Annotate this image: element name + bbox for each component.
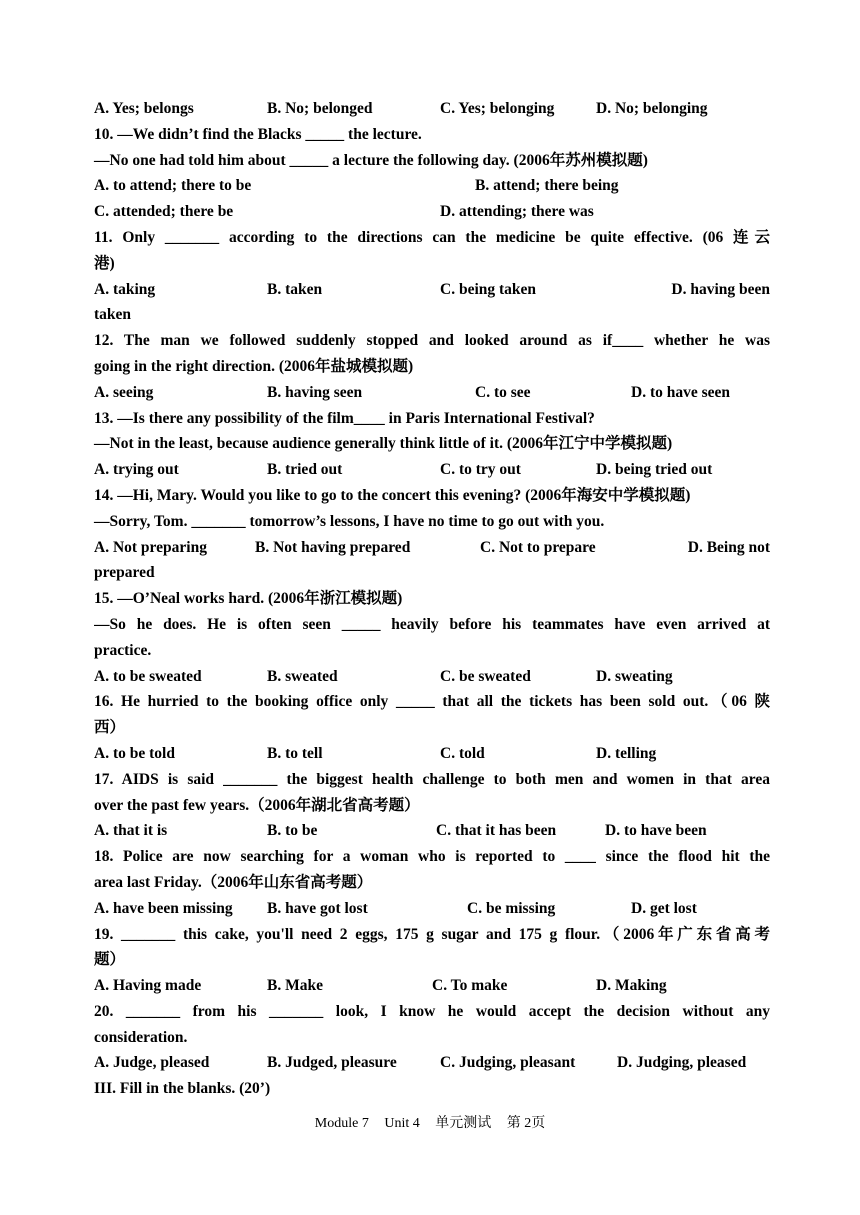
q18-option-c: C. be missing	[467, 899, 556, 917]
q12-option-b: B. having seen	[267, 383, 363, 401]
q12-option-d: D. to have seen	[631, 383, 731, 401]
q15-option-c: C. be sweated	[440, 667, 531, 685]
q20-stem-cont: consideration.	[94, 1028, 188, 1046]
q9-option-d: D. No; belonging	[596, 100, 708, 117]
q13-option-b: B. tried out	[267, 461, 343, 479]
q10-options-ab	[94, 173, 770, 199]
q16-option-b: B. to tell	[267, 744, 323, 762]
q19-option-c: C. To make	[432, 977, 508, 995]
q9-options	[94, 96, 770, 122]
q9-option-a: A. Yes; belongs	[94, 100, 194, 117]
q14-option-d: D. Being not	[687, 538, 770, 556]
q19-options	[94, 973, 770, 999]
q10-stem: 10. —We didn’t find the Blacks _____ the lecture.	[94, 125, 422, 143]
q11-option-d: D. having been	[671, 280, 770, 298]
footer-unit: Unit 4	[384, 1116, 420, 1131]
q17-stem-cont: over the past few years.（2006年湖北省高考题）	[94, 796, 420, 814]
q17-option-a: A. that it is	[94, 822, 168, 840]
q15-option-a: A. to be sweated	[94, 667, 202, 685]
q19-option-a: A. Having made	[94, 977, 202, 995]
q17-option-c: C. that it has been	[436, 822, 557, 840]
q11-option-b: B. taken	[267, 280, 323, 298]
q20-option-a: A. Judge, pleased	[94, 1054, 210, 1072]
q16-option-a: A. to be told	[94, 744, 175, 762]
q20-option-b: B. Judged, pleasure	[267, 1054, 397, 1072]
q10-options-cd	[94, 199, 770, 225]
q13-option-c: C. to try out	[440, 461, 521, 479]
q14-option-b: B. Not having prepared	[255, 538, 411, 556]
page-footer	[0, 1114, 860, 1134]
q12-stem: 12. The man we followed suddenly stopped and looked around as if____ whether he was	[94, 332, 770, 350]
q16-option-d: D. telling	[596, 744, 657, 762]
q10-option-b: B. attend; there being	[475, 177, 619, 195]
q20-options	[94, 1050, 770, 1076]
q12-stem-cont: going in the right direction. (2006年盐城模拟题)	[94, 357, 414, 375]
footer-module: Module 7	[314, 1116, 369, 1131]
q12-options	[94, 380, 770, 406]
q15-stem-cont2: practice.	[94, 641, 152, 659]
q16-stem: 16. He hurried to the booking office only _____ that all the tickets has been sold out.（06 陕	[94, 693, 770, 711]
q11-options	[94, 277, 770, 303]
q18-stem: 18. Police are now searching for a woman who is reported to ____ since the flood hit the	[94, 848, 770, 866]
q9-option-c: C. Yes; belonging	[440, 100, 555, 117]
q15-stem-cont: —So he does. He is often seen _____ heavily before his teammates have even arrived at	[94, 615, 770, 633]
q17-stem: 17. AIDS is said _______ the biggest health challenge to both men and women in that area	[94, 770, 770, 788]
q20-stem: 20. _______ from his _______ look, I know he would accept the decision without any	[94, 1002, 770, 1020]
q13-option-d: D. being tried out	[596, 461, 713, 479]
q14-option-a: A. Not preparing	[94, 538, 207, 556]
section-3-heading: III. Fill in the blanks. (20’)	[94, 1080, 271, 1098]
question-list	[94, 96, 770, 1102]
footer-page-number: 第 2页	[506, 1116, 546, 1131]
q17-option-b: B. to be	[267, 822, 318, 840]
q18-option-b: B. have got lost	[267, 899, 368, 917]
q16-options	[94, 741, 770, 767]
q18-option-d: D. get lost	[631, 899, 697, 917]
q12-option-a: A. seeing	[94, 383, 154, 401]
q14-stem: 14. —Hi, Mary. Would you like to go to the concert this evening? (2006年海安中学模拟题)	[94, 486, 691, 504]
q15-option-d: D. sweating	[596, 667, 673, 685]
q11-stem: 11. Only _______ according to the directions can the medicine be quite effective. (06 连云	[94, 228, 770, 246]
q17-option-d: D. to have been	[605, 822, 707, 840]
q11-stem-cont: 港)	[94, 254, 115, 272]
q15-stem: 15. —O’Neal works hard. (2006年浙江模拟题)	[94, 590, 403, 608]
q16-stem-cont: 西）	[94, 719, 126, 737]
footer-test: 单元测试	[435, 1116, 492, 1131]
q17-options	[94, 818, 770, 844]
q11-option-c: C. being taken	[440, 280, 537, 298]
q14-stem-cont: —Sorry, Tom. _______ tomorrow’s lessons, I have no time to go out with you.	[94, 512, 605, 530]
q13-stem: 13. —Is there any possibility of the film____ in Paris International Festival?	[94, 409, 595, 427]
q11-option-a: A. taking	[94, 280, 156, 298]
q20-option-c: C. Judging, pleasant	[440, 1054, 576, 1072]
q19-stem-cont: 题）	[94, 951, 126, 969]
q10-option-c: C. attended; there be	[94, 203, 234, 221]
q15-options	[94, 664, 770, 690]
q14-option-c: C. Not to prepare	[480, 538, 596, 556]
q13-stem-cont: —Not in the least, because audience generally think little of it. (2006年江宁中学模拟题)	[94, 435, 673, 453]
q10-option-d: D. attending; there was	[440, 203, 594, 221]
q11-options-wrap: taken	[94, 306, 132, 324]
q18-options	[94, 896, 770, 922]
q12-option-c: C. to see	[475, 383, 531, 401]
q13-option-a: A. trying out	[94, 461, 179, 479]
q10-stem-cont: —No one had told him about _____ a lecture the following day. (2006年苏州模拟题)	[94, 151, 648, 169]
q10-option-a: A. to attend; there to be	[94, 177, 252, 195]
q19-option-d: D. Making	[596, 977, 667, 995]
q19-option-b: B. Make	[267, 977, 323, 995]
q18-stem-cont: area last Friday.（2006年山东省高考题）	[94, 873, 373, 891]
q15-option-b: B. sweated	[267, 667, 338, 685]
q18-option-a: A. have been missing	[94, 899, 233, 917]
q14-options-wrap: prepared	[94, 564, 155, 582]
q19-stem: 19. _______ this cake, you'll need 2 eggs, 175 g sugar and 175 g flour.（2006年广东省高考	[94, 925, 770, 943]
q13-options	[94, 457, 770, 483]
q14-options	[94, 535, 770, 561]
q20-option-d: D. Judging, pleased	[617, 1054, 747, 1072]
q16-option-c: C. told	[440, 744, 485, 762]
q9-option-b: B. No; belonged	[267, 100, 373, 117]
